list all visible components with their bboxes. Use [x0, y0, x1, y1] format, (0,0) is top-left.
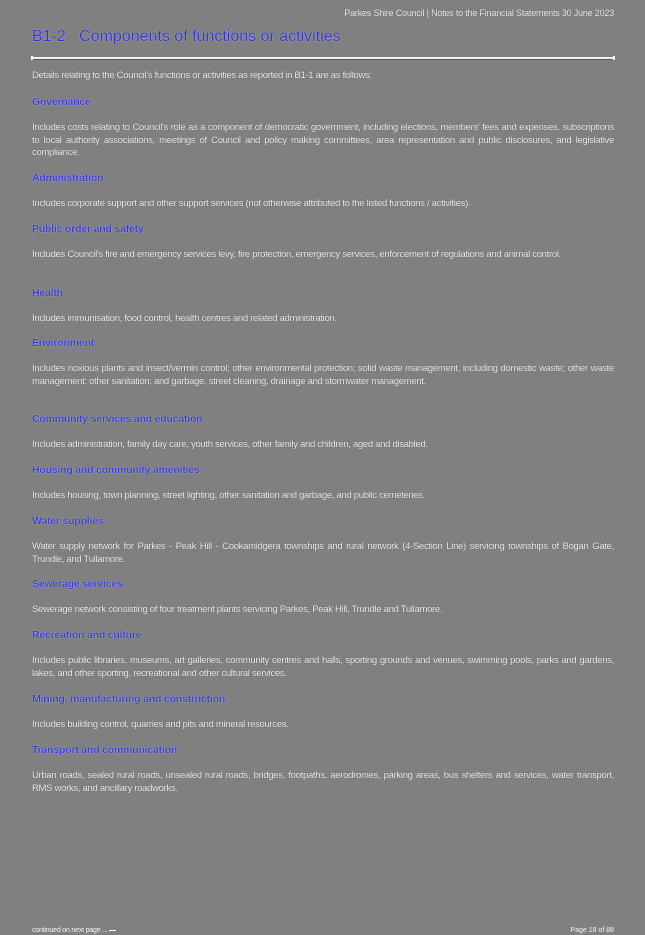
section-body: Includes noxious plants and insect/vermin control; other environmental protection; solid waste management, including domestic waste; other waste management; other sanitation; and garbage, street cleaning, drainage and stormwater management.: [32, 363, 614, 387]
underline-mark: [109, 930, 116, 931]
section-body: Urban roads, sealed rural roads, unsealed rural roads, bridges, footpaths, aerodromes, parking areas, bus shelters and services, water transport, RMS works, and ancillary roadworks.: [32, 770, 614, 794]
section-number: B1-2: [32, 28, 66, 45]
section-heading: Health: [32, 287, 63, 299]
section-body: Includes Council's fire and emergency services levy, fire protection, emergency services, enforcement of regulations and animal control.: [32, 249, 561, 260]
section-administration: [32, 172, 614, 211]
section-heading: Community services and education: [32, 413, 203, 425]
section-body: Includes building control, quarries and pits and mineral resources.: [32, 719, 289, 730]
running-header: Parkes Shire Council | Notes to the Financial Statements 30 June 2023: [344, 8, 614, 18]
section-public-order-safety: [32, 223, 614, 262]
section-recreation: [32, 629, 614, 680]
section-sewerage: [32, 578, 614, 617]
section-heading: Water supplies: [32, 515, 104, 527]
section-community-services: [32, 413, 614, 452]
section-body: Includes costs relating to Council's role as a component of democratic government, including elections, members' fees and expenses, subscriptions to local authority associations, meetings of Council and policy making committees, area representation and public disclosures, and legislative compliance.: [32, 122, 614, 158]
section-heading: Mining, manufacturing and construction: [32, 693, 226, 705]
section-body: Water supply network for Parkes - Peak Hill - Cookamidgera townships and rural network (4-Section Line) servicing townships of Bogan Gate, Trundle, and Tullamore.: [32, 541, 614, 565]
continued-note: [32, 927, 116, 934]
section-heading: Governance: [32, 96, 91, 108]
section-mining: [32, 693, 614, 732]
continued-text: continued on next page ...: [32, 927, 108, 934]
section-heading: Recreation and culture: [32, 629, 142, 641]
section-governance: [32, 96, 614, 160]
title-divider: [32, 57, 614, 60]
section-heading: Public order and safety: [32, 223, 144, 235]
section-body: Includes housing, town planning, street lighting, other sanitation and garbage, and public cemeteries.: [32, 490, 425, 501]
section-heading: Sewerage services: [32, 578, 123, 590]
page-title: [32, 28, 341, 46]
section-body: Sewerage network consisting of four treatment plants servicing Parkes, Peak Hill, Trundle and Tullamore.: [32, 604, 443, 615]
section-housing: [32, 464, 614, 503]
section-heading: Transport and communication: [32, 744, 178, 756]
intro-text: Details relating to the Council's functions or activities as reported in B1-1 are as follows:: [32, 70, 372, 81]
section-body: Includes corporate support and other support services (not otherwise attributed to the listed functions / activities).: [32, 198, 471, 209]
section-heading: Housing and community amenities: [32, 464, 200, 476]
section-heading: Administration: [32, 172, 104, 184]
section-health: [32, 287, 614, 326]
section-heading: Environment: [32, 337, 94, 349]
section-body: Includes public libraries, museums, art galleries, community centres and halls, sporting grounds and venues, swimming pools, parks and gardens, lakes, and other sporting, recreational and other cultural services.: [32, 655, 614, 679]
section-title: Components of functions or activities: [79, 28, 341, 45]
section-body: Includes immunisation, food control, health centres and related administration.: [32, 313, 337, 324]
section-environment: [32, 337, 614, 388]
section-water-supplies: [32, 515, 614, 566]
page-number: Page 18 of 88: [570, 927, 614, 934]
section-body: Includes administration, family day care, youth services, other family and children, aged and disabled.: [32, 439, 428, 450]
section-transport: [32, 744, 614, 795]
